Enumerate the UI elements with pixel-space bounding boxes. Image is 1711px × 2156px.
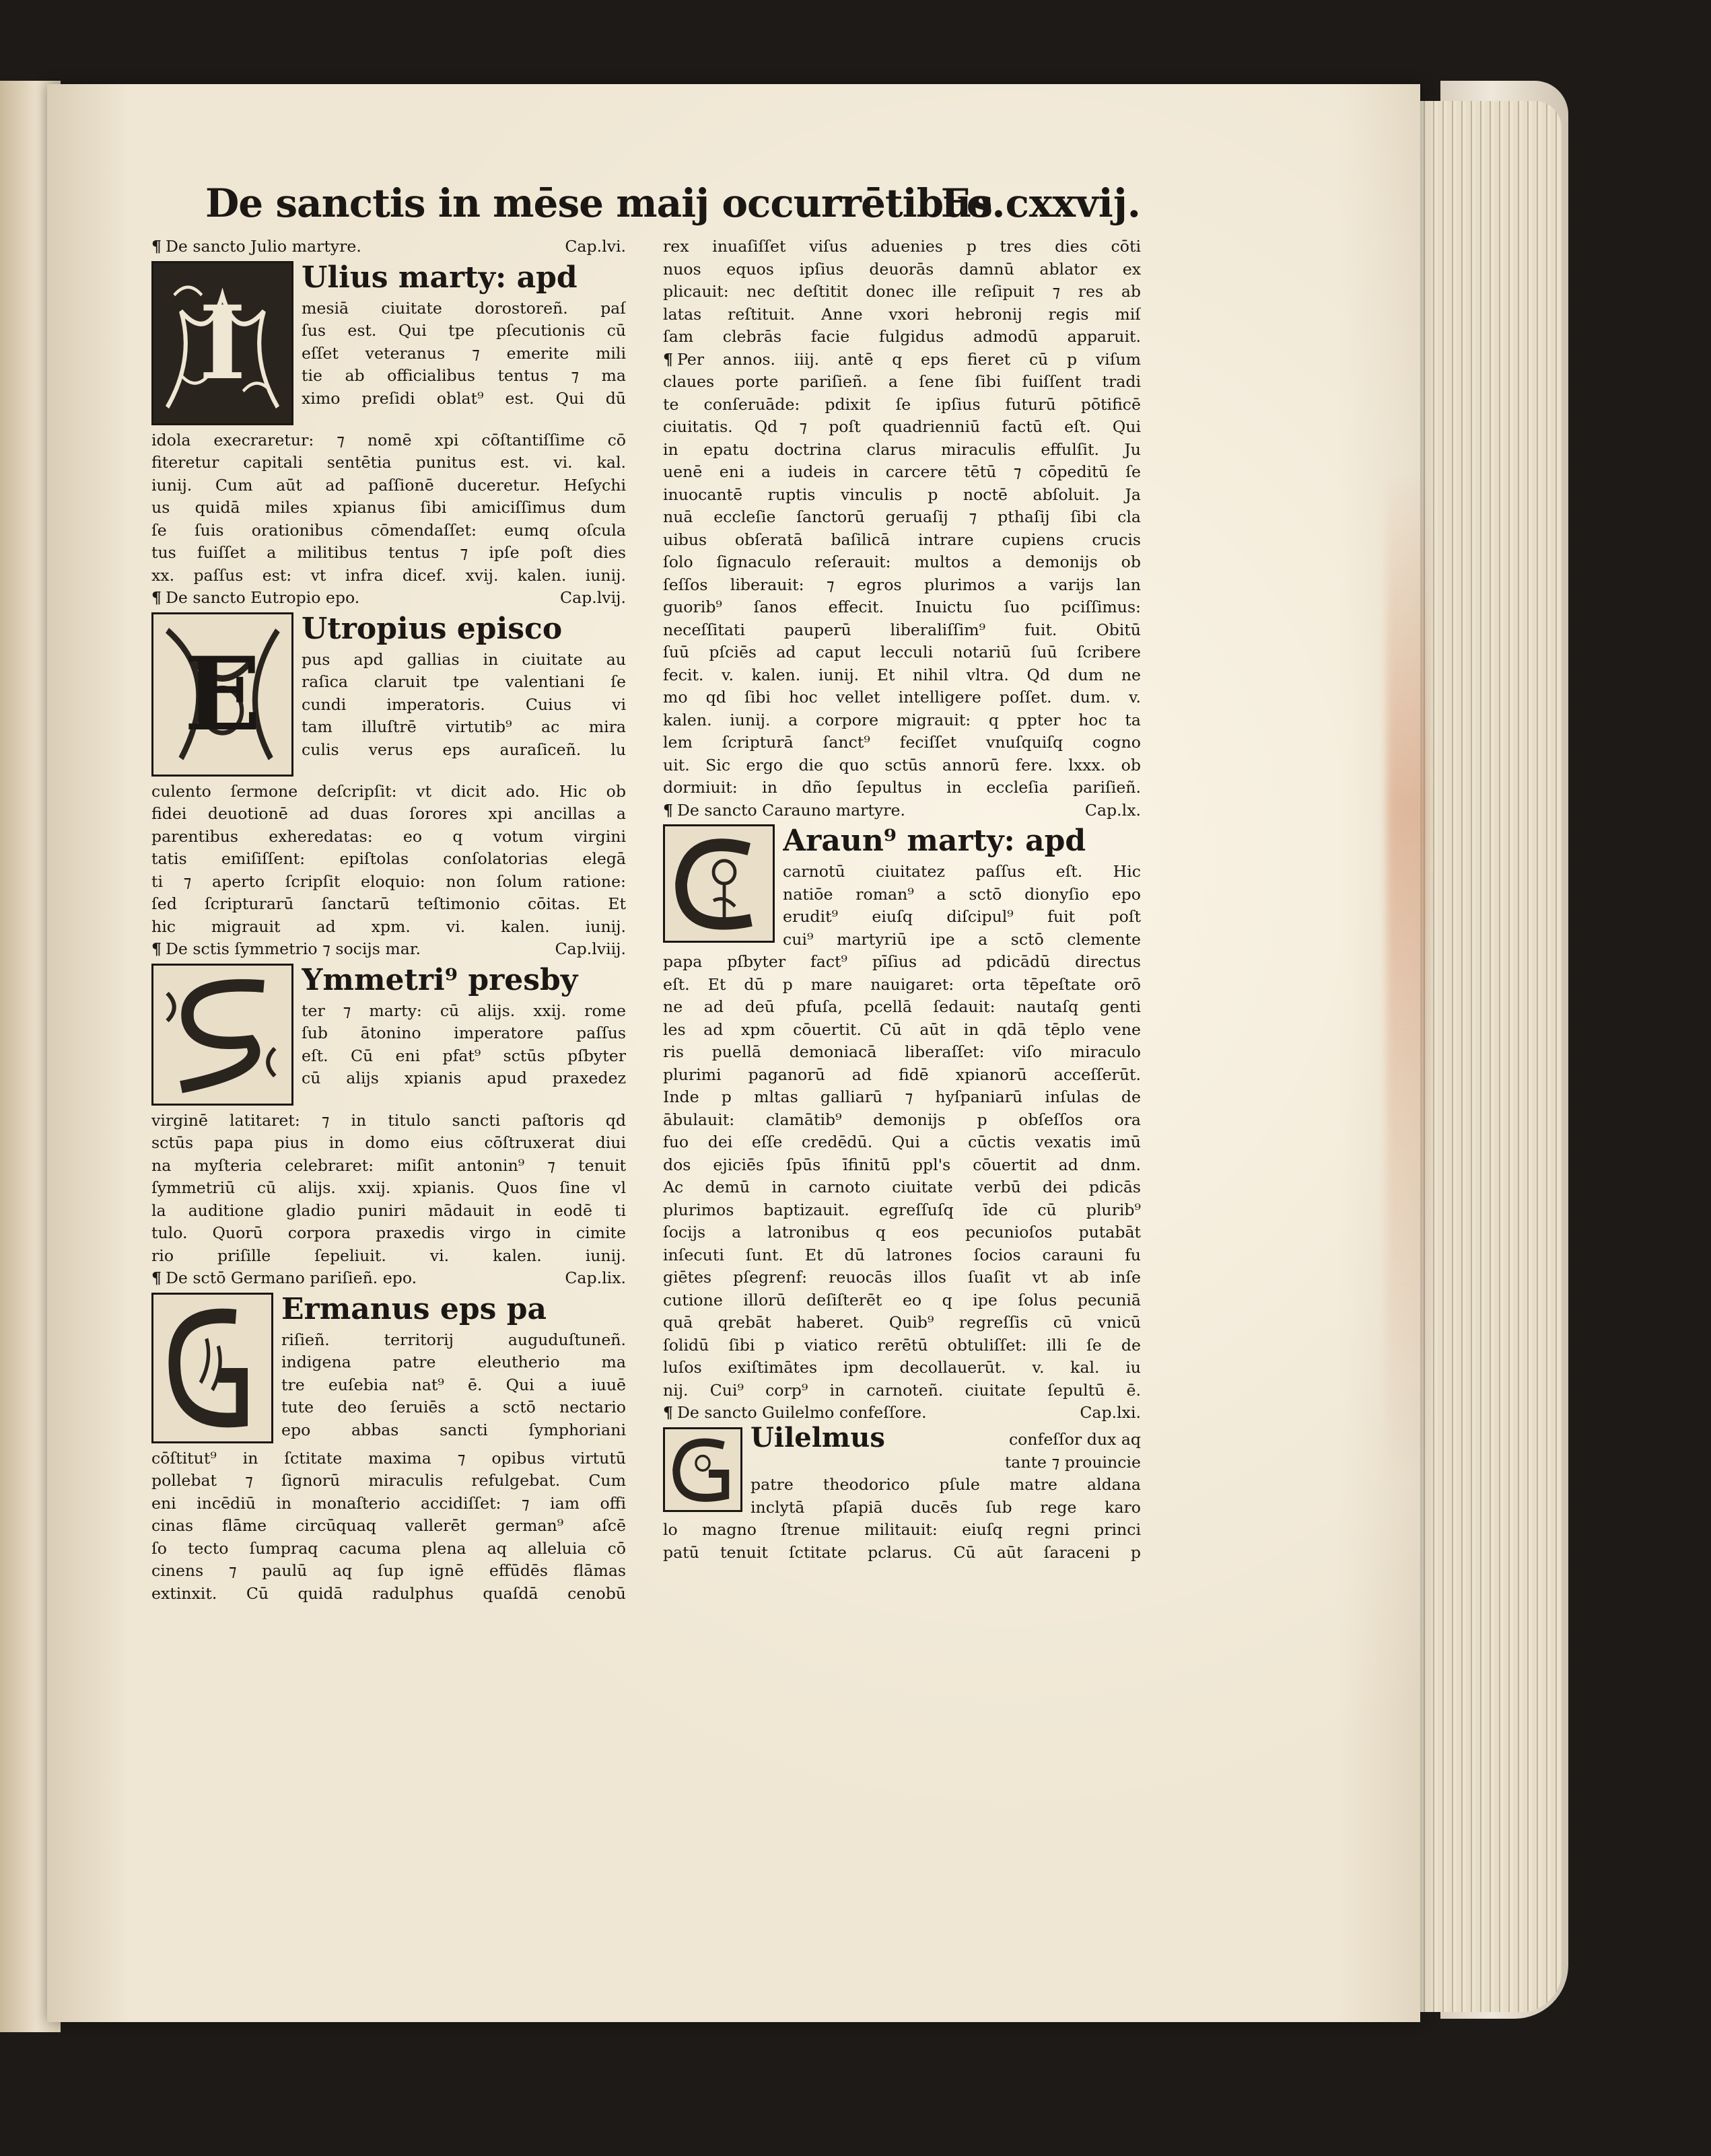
text-line: ſolidū ſibi p viatico rerētū obtuliſſet: illi ſe de — [663, 1335, 1141, 1355]
text-line: idola execraretur: ⁊ nomē xpi cōſtantiſſime cō — [151, 430, 626, 450]
text-line: ti ⁊ aperto ſcripſit eloquio: non ſolum ratione: — [151, 871, 626, 891]
text-line: ſam clebrās facie fulgidus admodū apparuit. — [663, 327, 1141, 346]
pilcrow-icon: ¶ — [151, 588, 162, 607]
text-line: ſus est. Qui tpe pſecutionis cū — [302, 321, 626, 340]
text-line: mo qd ſibi hoc vellet intelligere poſſet. dum. v. — [663, 688, 1141, 707]
text-line: ximo preſidi oblat⁹ est. Qui dū — [302, 388, 626, 408]
chapter-number: Cap.lvij. — [560, 588, 626, 607]
text-line: eſſet veteranus ⁊ emerite mili — [302, 343, 626, 363]
text-line: fidei deuotionē ad duas ſorores xpi ancillas a — [151, 804, 626, 823]
text-line: cutione illorū deſiſterēt eo q ipe ſolus pecuniā — [663, 1290, 1141, 1309]
text-line: iunij. Cum aūt ad paſſionē duceretur. Heſychi — [151, 475, 626, 495]
text-line: uibus obſeratā baſilicā intrare cupiens crucis — [663, 530, 1141, 549]
text-line: ſed ſcripturarū ſanctarū teſtimonio cōitas. Et — [151, 894, 626, 913]
text-line: tute deo ſeruiēs a sctō nectario — [281, 1398, 626, 1416]
text-line: claues porte pariſieñ. a ſene ſibi fuiſſent tradi — [663, 372, 1141, 391]
chapter-number: Cap.lx. — [1084, 800, 1141, 820]
text-line: ſeſſos liberauit: ⁊ egros plurimos a varijs lan — [663, 575, 1141, 594]
text-line: raſica claruit tpe valentiani ſe — [302, 672, 626, 691]
text-line: te conſeruāde: pdixit ſe ipſius futurū pōtificē — [663, 394, 1141, 414]
chapter-number: Cap.lix. — [565, 1268, 626, 1287]
text-line: ris puellā demoniacā liberaſſet: viſo miraculo — [663, 1042, 1141, 1061]
rubric-title: De sancto Julio martyre. — [166, 237, 361, 256]
text-line: la auditione gladio puniri mādauit in eodē ti — [151, 1200, 626, 1220]
text-line: inclytā pſapiā ducēs ſub rege karo — [750, 1497, 1141, 1517]
text-line: carnotū ciuitatez paſſus eſt. Hic — [783, 862, 1141, 881]
text-line: tie ab officialibus tentus ⁊ ma — [302, 366, 626, 385]
text-line: culis verus eps auraſiceñ. lu — [302, 740, 626, 759]
text-line: tatis emiſiſſent: epiſtolas conſolatorias elegā — [151, 849, 626, 868]
chapter-number: Cap.lvi. — [565, 237, 626, 256]
pilcrow-icon: ¶ — [663, 349, 674, 369]
decorated-initial — [151, 261, 293, 425]
text-line: papa pſbyter fact⁹ pīſius ad pdicādū directus — [663, 952, 1141, 971]
opening-rest: confeſſor dux aq — [1008, 1430, 1141, 1449]
text-line: pollebat ⁊ ſignorū miraculis refulgebat. Cum — [151, 1471, 626, 1490]
text-line: les ad xpm cōuertit. Cū aūt in qdā tēplo vene — [663, 1019, 1141, 1039]
right-column — [663, 236, 1141, 1564]
text-line: pus apd gallias in ciuitate au — [302, 649, 626, 669]
text-line: extinxit. Cū quidā radulphus quaſdā cenobū — [151, 1583, 626, 1603]
opening-line — [750, 1425, 1141, 1451]
rubric-title: De sancto Carauno martyre. — [677, 800, 905, 820]
chapter-rubric — [663, 799, 1141, 822]
text-line: plurimi paganorū ad fidē xpianorū acceſſerūt. — [663, 1065, 1141, 1084]
text-line: ciuitatis. Qd ⁊ poſt quadrienniū factū eſt. Qui — [663, 417, 1141, 436]
initial-block — [151, 961, 626, 1110]
thistle-ornament-icon — [665, 1429, 740, 1510]
text-line: tre euſebia nat⁹ ē. Qui a iuuē — [281, 1375, 626, 1394]
pilcrow-icon: ¶ — [151, 939, 162, 958]
text-line: ſolo ſignaculo reſerauit: multos a demonijs ob — [663, 552, 1141, 571]
text-line: lem ſcripturā ſanct⁹ feciſſet vnuſquiſq cogno — [663, 733, 1141, 752]
text-line: ſocijs a latronibus q eos pecunioſos putabāt — [663, 1223, 1141, 1242]
text-line: kalen. iunij. a corpore migrauit: q ppter hoc ta — [663, 710, 1141, 729]
decorated-initial — [151, 1293, 273, 1443]
text-line: culento ſermone deſcripſit: vt dicit ado. Hic ob — [151, 781, 626, 801]
opening-word: Uilelmus — [750, 1424, 885, 1451]
text-line-content: Per annos. iiij. antē q eps fieret cū p viſum — [677, 349, 1141, 369]
chapter-rubric — [151, 587, 626, 610]
text-line: Ac demū in carnoto ciuitate verbū dei pdicās — [663, 1178, 1141, 1196]
initial-letter: I — [199, 283, 246, 402]
scroll-ornament-icon — [153, 966, 291, 1104]
text-line: giētes pſegrenf: reuocās illos ſuaſit vt ab inſe — [663, 1268, 1141, 1287]
text-line: rex inuaſiſſet viſus aduenies p tres dies cōti — [663, 237, 1141, 256]
text-line: cundi imperatoris. Cuius vi — [302, 694, 626, 714]
initial-block — [663, 822, 1141, 951]
text-line: ſymmetriū cū alijs. xxij. xpianis. Quos ſine vl — [151, 1178, 626, 1197]
text-line: patre theodorico pſule matre aldana — [750, 1475, 1141, 1494]
text-line: eſt. Et dū p mare nauigaret: orta tēpeſtate orō — [663, 974, 1141, 994]
thistle-ornament-icon — [665, 826, 773, 941]
text-line: tam illuſtrē virtutib⁹ ac mira — [302, 717, 626, 736]
pilcrow-icon: ¶ — [151, 1268, 162, 1287]
initial-block — [151, 258, 626, 429]
chapter-rubric — [663, 1402, 1141, 1425]
text-line: ſo tecto ſumpraq cacuma plena aq alleluia cō — [151, 1538, 626, 1558]
text-line: eni incēdiū in monaſterio accidiſſet: ⁊ iam offi — [151, 1493, 626, 1513]
opening-line: Ymmetri⁹ presby — [302, 962, 578, 997]
decorated-initial — [663, 1427, 742, 1512]
rubric-title: De sancto Guilelmo confeſſore. — [677, 1403, 927, 1422]
text-line: plurimos baptizauit. egreſſuſq īde cū plurib⁹ — [663, 1200, 1141, 1219]
opening-line: Ulius marty: apd — [302, 260, 578, 295]
rubric-title: De sctis ſymmetrio ⁊ socijs mar. — [166, 939, 421, 958]
pilcrow-icon: ¶ — [663, 1403, 674, 1422]
text-line: uenē eni a iudeis in carcere tētū ⁊ cōpeditū ſe — [663, 462, 1141, 481]
text-line: tante ⁊ prouincie — [1004, 1452, 1141, 1472]
text-line: tus fuiſſet a militibus tentus ⁊ ipſe poſt dies — [151, 543, 626, 562]
pilcrow-icon: ¶ — [151, 237, 162, 256]
text-line: tulo. Quorū corpora praxedis virgo in cimite — [151, 1223, 626, 1242]
text-line: cinens ⁊ paulū aq ſup ignē effūdēs flāmas — [151, 1561, 626, 1580]
text-line: quā qrebāt haberet. Quib⁹ regreſſis cū vnicū — [663, 1313, 1141, 1332]
text-line: ſuū pſciēs ad caput lecculi notariū ſuū ſcribere — [663, 643, 1141, 661]
text-line: na myſteria celebraret: miſit antonin⁹ ⁊ tenuit — [151, 1155, 626, 1175]
chapter-number: Cap.lxi. — [1080, 1403, 1141, 1422]
text-line: ne ad deū pfuſa, pcellā ſedauit: nautaſq genti — [663, 997, 1141, 1016]
text-line: plicauit: nec deſtitit donec ille reſipuit ⁊ res ab — [663, 282, 1141, 301]
text-line: sctūs papa pius in domo eius cōſtruxerat diui — [151, 1133, 626, 1152]
text-line: cū alijs xpianis apud praxedez — [302, 1069, 626, 1087]
text-line: erudit⁹ eiuſq diſcipul⁹ fuit poſt — [783, 907, 1141, 926]
text-line: us quidā miles xpianus ſibi amiciſſimus dum — [151, 498, 626, 517]
text-line: inuocantē ruptis vinculis p noctē abſoluit. Ja — [663, 484, 1141, 504]
text-line: ābulauit: clamātib⁹ demonijs p obſeſſos ora — [663, 1110, 1141, 1129]
text-line: lo magno ſtrenue militauit: eiuſq regni princi — [663, 1520, 1141, 1539]
text-line: patū tenuit ſctitate pclarus. Cū aūt ſaraceni p — [663, 1542, 1141, 1562]
text-line: guorib⁹ ſanos effecit. Inuictu ſuo pciſſimus: — [663, 598, 1141, 616]
text-line: indigena patre eleutherio ma — [281, 1353, 626, 1371]
text-line: fuo dei eſſe credēdū. Qui a cūctis vexatis imū — [663, 1133, 1141, 1151]
initial-letter: E — [184, 635, 261, 754]
text-line: epo abbas sancti ſymphoriani — [281, 1420, 626, 1439]
opening-line: Araun⁹ marty: apd — [783, 824, 1086, 858]
text-line: hic migrauit ad xpm. vi. kalen. iunij. — [151, 917, 626, 936]
text-line: eſt. Cū eni pfat⁹ sctūs pſbyter — [302, 1046, 626, 1065]
text-line: cinas flāme circūquaq vallerēt german⁹ aſcē — [151, 1516, 626, 1535]
text-line: neceſſitati pauperū liberaliſſim⁹ fuit. Obitū — [663, 620, 1141, 639]
rubric-title: De sancto Eutropio epo. — [166, 588, 360, 607]
text-line: mesiā ciuitate dorostoreñ. paſ — [302, 298, 626, 318]
text-line: cui⁹ martyriū ipe a sctō clemente — [783, 929, 1141, 949]
text-line: virginē latitaret: ⁊ in titulo sancti paſtoris qd — [151, 1110, 626, 1130]
text-line: uit. Sic ergo die quo sctūs annorū fere. lxxx. ob — [663, 755, 1141, 775]
text-line: nuā eccleſie ſanctorū geruaſij ⁊ pthaſij ſibi cla — [663, 507, 1141, 526]
text-line: Inde p mltas galliarū ⁊ hyſpaniarū inſulas de — [663, 1087, 1141, 1106]
text-line: cōſtitut⁹ in ſctitate maxima ⁊ opibus virtutū — [151, 1448, 626, 1468]
text-line: in epatu doctrina clarus miraculis effulſit. Ju — [663, 439, 1141, 459]
text-line: fiteretur capitali sentētia punitus est. vi. kal. — [151, 453, 626, 472]
running-head: De sanctis in mēse maij occurrētibus — [205, 180, 993, 226]
text-line: riſieñ. territorij auguduſtuneñ. — [281, 1330, 626, 1349]
text-line: dos ejiciēs ſpūs īfinitū ppl's cōuertit ad dnm. — [663, 1155, 1141, 1174]
page-stain — [1387, 471, 1427, 1480]
chapter-rubric — [151, 1267, 626, 1290]
text-line: xx. paſſus est: vt infra dicef. xvij. kalen. iunij. — [151, 565, 626, 585]
text-line: nij. Cui⁹ corp⁹ in carnoteñ. ciuitate ſepultū ē. — [663, 1380, 1141, 1400]
initial-block — [663, 1425, 1141, 1519]
decorated-initial — [151, 964, 293, 1106]
rubric-title: De sctō Germano pariſieñ. epo. — [166, 1268, 417, 1287]
chapter-rubric — [151, 236, 626, 258]
folio-number: Fo.cxxvij. — [940, 180, 1141, 226]
initial-block — [151, 610, 626, 781]
text-line: fecit. v. kalen. iunij. Et nihil vltra. Qd dum ne — [663, 665, 1141, 684]
text-line: luſos exiſtimātes ipm decollauerūt. v. kal. iu — [663, 1358, 1141, 1377]
text-line: ſub ātonino imperatore paſſus — [302, 1023, 626, 1042]
decorated-initial — [151, 612, 293, 777]
text-line: rio priſille ſepeliuit. vi. kalen. iunij. — [151, 1246, 626, 1265]
flower-ornament-icon — [153, 1295, 271, 1441]
decorated-initial — [663, 824, 775, 943]
opening-line: Ermanus eps pa — [281, 1291, 547, 1326]
text-line — [663, 349, 1141, 371]
text-line: ter ⁊ marty: cū alijs. xxij. rome — [302, 1001, 626, 1020]
left-column — [151, 236, 626, 1605]
text-line: latas reſtituit. Anne vxori hebronij regis miſ — [663, 304, 1141, 324]
text-line: ſe ſuis orationibus cōmendaſſet: eumq oſcula — [151, 520, 626, 540]
text-line: nuos equos ipſius deuorās damnū ablator ex — [663, 259, 1141, 279]
opening-line: Utropius episco — [302, 611, 563, 646]
chapter-number: Cap.lviij. — [555, 939, 626, 958]
text-line: dormiuit: in dño ſepultus in eccleſia pariſieñ. — [663, 778, 1141, 797]
text-line: inſecuti ſunt. Et dū latrones ſocios carauni fu — [663, 1245, 1141, 1264]
text-line: natiōe roman⁹ a sctō dionyſio epo — [783, 884, 1141, 904]
text-line: parentibus exheredatas: eo q votum virgini — [151, 826, 626, 846]
initial-block — [151, 1290, 626, 1447]
chapter-rubric — [151, 938, 626, 961]
pilcrow-icon: ¶ — [663, 800, 674, 820]
